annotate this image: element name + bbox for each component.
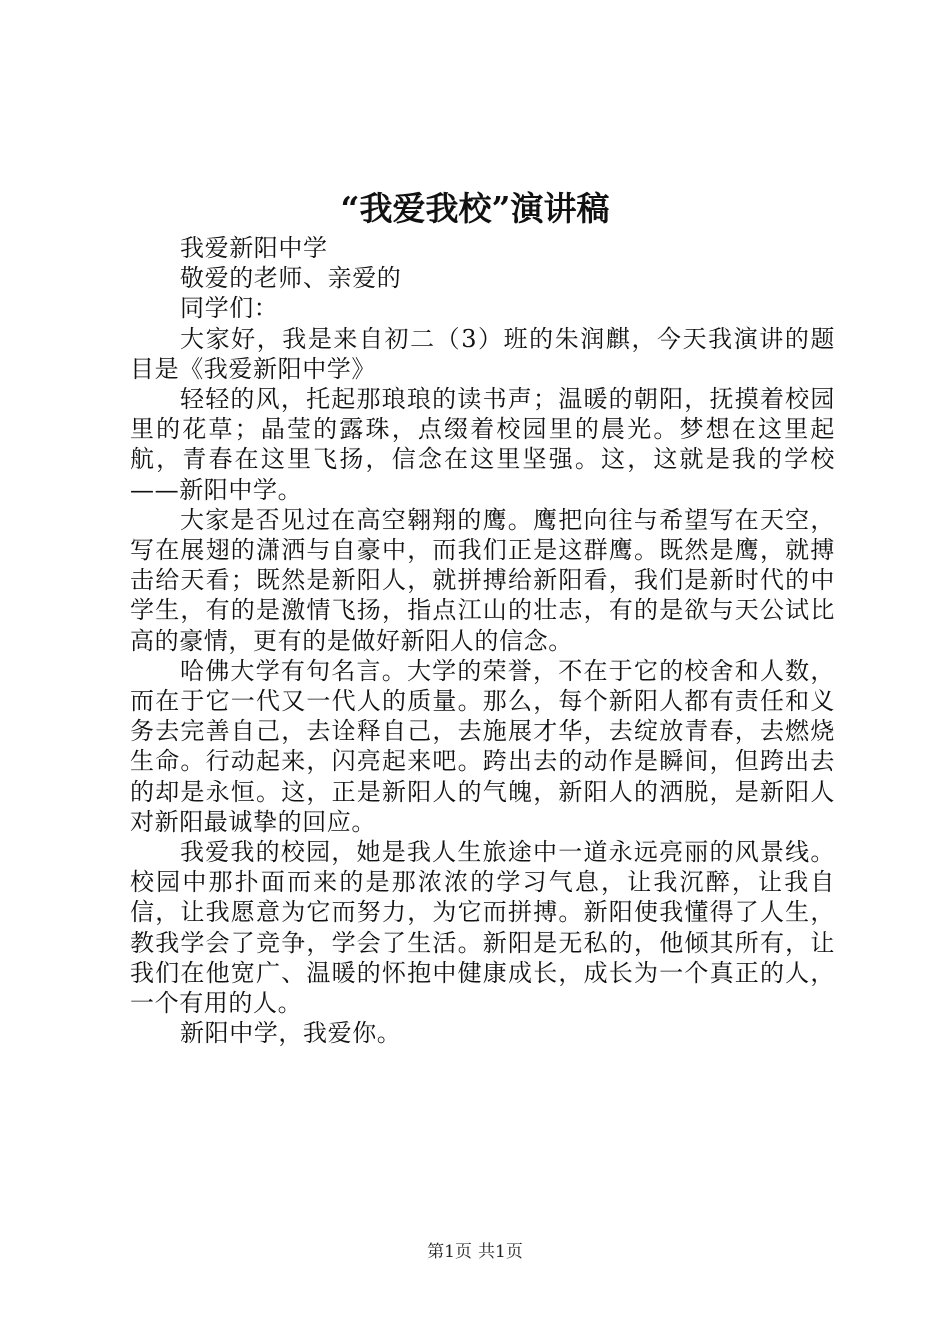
- page-number-current: 第1页: [427, 1242, 472, 1262]
- paragraph-greeting-teachers: 敬爱的老师、亲爱的: [180, 264, 402, 293]
- page-footer: [0, 1240, 950, 1264]
- paragraph-school-name: 我爱新阳中学: [180, 234, 328, 262]
- document-body: [130, 233, 835, 1048]
- paragraph-introduction: 大家好，我是来自初二（3）班的朱润麒，今天我演讲的题目是《我爱新阳中学》: [130, 324, 835, 383]
- paragraph-harvard-quote: 哈佛大学有句名言。大学的荣誉，不在于它的校舍和人数，而在于它一代又一代人的质量。那么，每个新阳人都有责任和义务去完善自己，去诠释自己，去施展才华，去绽放青春，去燃烧生命。行动起来，闪亮起来吧。跨出去的动作是瞬间，但跨出去的却是永恒。这，正是新阳人的气魄，新阳人的洒脱，是新阳人对新阳最诚挚的回应。: [130, 656, 835, 836]
- document-title: “我爱我校”演讲稿: [340, 189, 610, 228]
- paragraph-greeting-students: 同学们：: [180, 294, 279, 323]
- paragraph-love-campus: 我爱我的校园，她是我人生旅途中一道永远亮丽的风景线。校园中那扑面而来的是那浓浓的学习气息，让我沉醉，让我自信，让我愿意为它而努力，为它而拼搏。新阳使我懂得了人生，教我学会了竞争，学会了生活。新阳是无私的，他倾其所有，让我们在他宽广、温暖的怀抱中健康成长，成长为一个真正的人，一个有用的人。: [130, 838, 835, 1018]
- paragraph-school-description: 轻轻的风，托起那琅琅的读书声；温暖的朝阳，抚摸着校园里的花草；晶莹的露珠，点缀着校园里的晨光。梦想在这里起航，青春在这里飞扬，信念在这里坚强。这，这就是我的学校——新阳中学。: [130, 385, 835, 504]
- paragraph-eagle-metaphor: 大家是否见过在高空翱翔的鹰。鹰把向往与希望写在天空，写在展翅的潇洒与自豪中，而我们正是这群鹰。既然是鹰，就搏击给天看；既然是新阳人，就拼搏给新阳看，我们是新时代的中学生，有的是激情飞扬，指点江山的壮志，有的是欲与天公试比高的豪情，更有的是做好新阳人的信念。: [130, 505, 835, 655]
- paragraph-closing: 新阳中学，我爱你。: [180, 1019, 402, 1048]
- page-number-total: 共1页: [478, 1242, 523, 1262]
